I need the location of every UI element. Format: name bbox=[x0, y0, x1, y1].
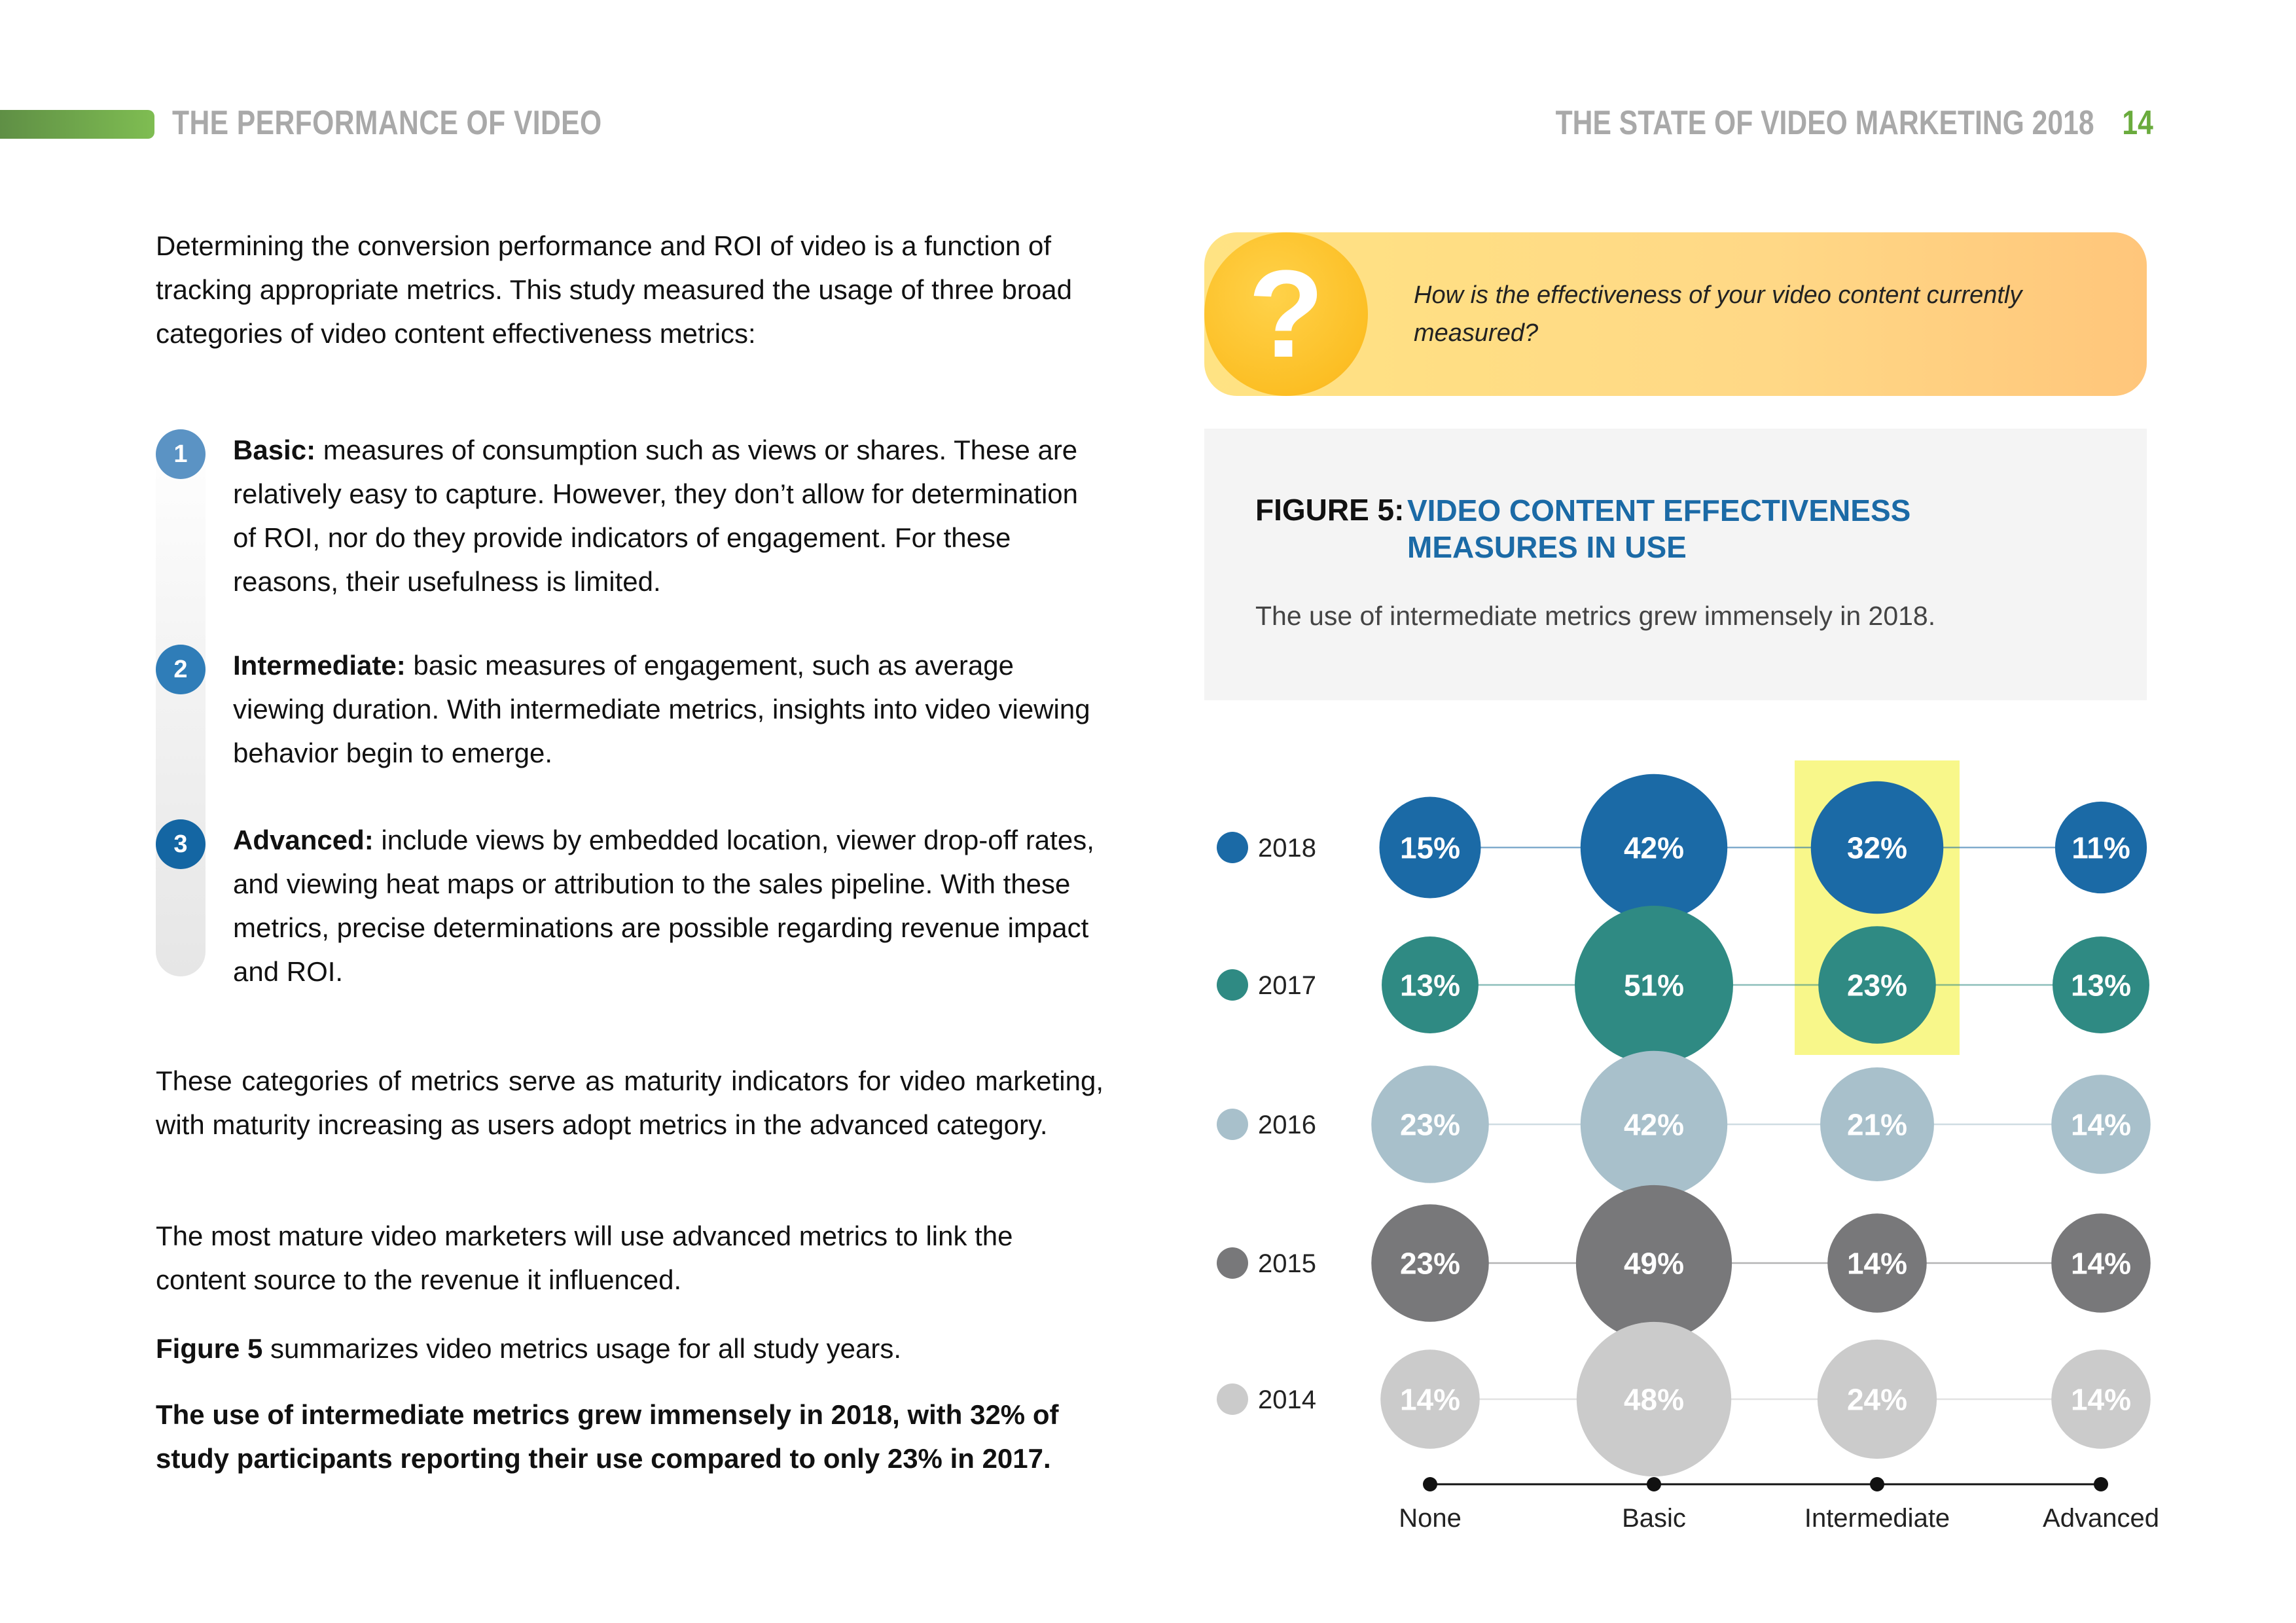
axis-tick-dot bbox=[1870, 1477, 1884, 1491]
question-text: How is the effectiveness of your video content currently measured? bbox=[1414, 281, 2022, 347]
legend-swatch bbox=[1217, 1109, 1248, 1140]
category-number-1: 1 bbox=[156, 429, 206, 479]
data-label: 14% bbox=[2070, 1107, 2132, 1142]
maturity-paragraph: These categories of metrics serve as maturity indicators for video marketing, with maturity increasing as users adopt metrics in the advanced category. bbox=[156, 1065, 1103, 1140]
data-label: 48% bbox=[1623, 1382, 1685, 1417]
legend-swatch bbox=[1217, 832, 1248, 863]
data-label: 15% bbox=[1399, 830, 1461, 865]
legend-swatch bbox=[1217, 969, 1248, 1001]
intro-paragraph: Determining the conversion performance and ROI of video is a function of tracking appropriate metrics. This study measured the usage of three broad categories of video content effectiveness metrics: bbox=[156, 230, 1072, 349]
section-title: THE PERFORMANCE OF VIDEO bbox=[172, 104, 602, 142]
legend-label: 2014 bbox=[1258, 1385, 1316, 1414]
data-label: 23% bbox=[1399, 1107, 1461, 1142]
figure-reference-rest: summarizes video metrics usage for all study years. bbox=[262, 1333, 902, 1364]
data-label: 14% bbox=[2070, 1246, 2132, 1281]
data-label: 21% bbox=[1846, 1107, 1908, 1142]
report-title: THE STATE OF VIDEO MARKETING 2018 bbox=[1556, 104, 2094, 142]
legend-label: 2015 bbox=[1258, 1249, 1316, 1278]
legend-label: 2017 bbox=[1258, 971, 1316, 1000]
data-label: 13% bbox=[1399, 968, 1461, 1003]
data-label: 11% bbox=[2072, 830, 2130, 865]
category-label: None bbox=[1399, 1504, 1462, 1533]
axis-tick-dot bbox=[1647, 1477, 1661, 1491]
data-label: 23% bbox=[1399, 1246, 1461, 1281]
category-description: include views by embedded location, viewer drop-off rates, and viewing heat maps or attribution to the sales pipeline. With these metrics, precise determinations are possible regarding revenue impact and ROI. bbox=[233, 825, 1094, 987]
legend-label: 2018 bbox=[1258, 834, 1316, 863]
axis-tick-dot bbox=[2094, 1477, 2108, 1491]
axis-tick-dot bbox=[1423, 1477, 1437, 1491]
data-label: 23% bbox=[1846, 968, 1908, 1003]
data-label: 42% bbox=[1623, 1107, 1685, 1142]
data-label: 14% bbox=[2070, 1382, 2132, 1417]
category-term: Intermediate: bbox=[233, 650, 406, 681]
data-label: 32% bbox=[1846, 830, 1908, 865]
data-label: 24% bbox=[1846, 1382, 1908, 1417]
category-label: Intermediate bbox=[1804, 1504, 1950, 1533]
question-mark-icon: ? bbox=[1247, 245, 1325, 383]
figure-reference-bold: Figure 5 bbox=[156, 1333, 263, 1364]
legend-swatch bbox=[1217, 1247, 1248, 1279]
legend-swatch bbox=[1217, 1383, 1248, 1415]
data-label: 49% bbox=[1623, 1246, 1685, 1281]
legend-label: 2016 bbox=[1258, 1111, 1316, 1139]
mature-marketers-paragraph: The most mature video marketers will use advanced metrics to link the content source to the revenue it influenced. bbox=[156, 1221, 1013, 1295]
category-number-2: 2 bbox=[156, 645, 206, 694]
data-label: 13% bbox=[2070, 968, 2132, 1003]
data-label: 14% bbox=[1846, 1246, 1908, 1281]
category-term: Basic: bbox=[233, 435, 316, 465]
figure-subtitle: The use of intermediate metrics grew immensely in 2018. bbox=[1255, 601, 1936, 631]
data-label: 14% bbox=[1399, 1382, 1461, 1417]
category-label: Basic bbox=[1622, 1504, 1686, 1533]
figure-label: FIGURE 5: bbox=[1255, 493, 1405, 527]
figure-title-line-2: MEASURES IN USE bbox=[1407, 530, 1687, 564]
figure-title-line-1: VIDEO CONTENT EFFECTIVENESS bbox=[1407, 493, 1911, 527]
category-number-3: 3 bbox=[156, 819, 206, 869]
category-term: Advanced: bbox=[233, 825, 374, 855]
category-label: Advanced bbox=[2043, 1504, 2159, 1533]
conclusion-paragraph: The use of intermediate metrics grew immensely in 2018, with 32% of study participants reporting their use compared to only 23% in 2017. bbox=[156, 1399, 1059, 1474]
category-description: basic measures of engagement, such as average viewing duration. With intermediate metrics, insights into video viewing behavior begin to emerge. bbox=[233, 650, 1090, 768]
page-number: 14 bbox=[2122, 104, 2153, 142]
data-label: 42% bbox=[1623, 830, 1685, 865]
data-label: 51% bbox=[1623, 968, 1685, 1003]
category-description: measures of consumption such as views or shares. These are relatively easy to capture. However, they don’t allow for determination of ROI, nor do they provide indicators of engagement. For these reasons, their usefulness is limited. bbox=[233, 435, 1078, 597]
